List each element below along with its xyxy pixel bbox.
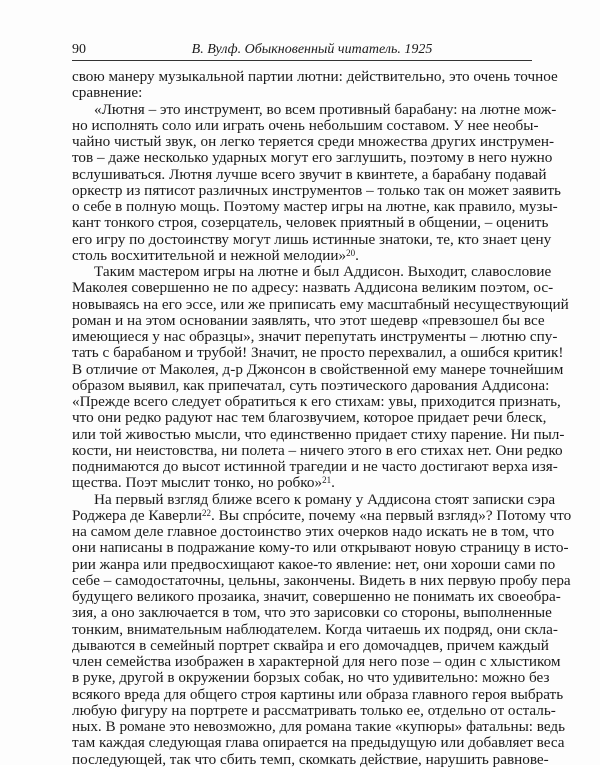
line-text: щества. Поэт мыслит тонко, но робко» [72,474,323,492]
text-line [72,539,569,557]
line-text: Таким мастером игры на лютне и был Аддисон. Выходит, славословие [94,263,552,280]
text-line [72,311,545,329]
line-text: они написаны в подражание кому-то или открывают новую страницу в исто- [72,539,569,557]
text-line [72,393,561,410]
text-line [72,116,539,134]
line-text: «Прежде всего следует обратиться к его стихам: увы, приходится признать, [72,393,561,410]
line-text: в руке, другой в окружении борзых собак, но что удивительно: можно без [72,669,550,687]
line-text: на самом деле главное достоинство этих очерков надо искать не в том, что [72,523,555,540]
line-text: «Лютня – это инструмент, во всем противный барабану: на лютне мож- [94,100,557,118]
line-text: Роджера де Каверли [72,506,202,524]
text-line [72,669,550,687]
text-line [72,181,561,199]
text-line [72,248,532,264]
line-text: рии жанра или предвосхищают какое-то явление: нет, они хороши сами по [72,555,556,573]
text-line [72,263,552,280]
line-text: себе – самодостаточны, цельны, закончены. Видеть в них первую пробу пера [72,571,571,589]
line-text: новываясь на его эссе, или же приписать ему масштабный несуществующий [72,295,569,313]
text-line [72,360,564,378]
line-text: вслушиваться. Лютня лучше всего звучит в квинтете, а барабану подавай [72,165,547,183]
footnote-marker[interactable]: 21 [322,475,332,486]
line-text: кости, ни неистовства, ни полета – ничего этого в его стихах нет. Они редко [72,441,563,459]
line-text: ных. В романе это невозможно, для романа такие «купюры» фатальны: ведь [72,718,566,735]
line-text: зия, а оно заключается в том, что это зарисовки со стороны, выполненные [72,604,552,622]
line-text: всякого вреда для общего строя картины или образа главного героя выбрать [72,685,564,703]
line-text: На первый взгляд ближе всего к роману у Аддисона стоят записки сэра [94,490,556,508]
line-text: образом выявил, как припечатал, суть поэтического дарования Аддисона: [72,376,550,394]
text-line [72,376,550,394]
text-line [72,68,558,85]
text-line [72,279,554,297]
text-line [72,198,558,215]
text-line [72,344,564,362]
text-line [72,458,558,475]
footnote-marker[interactable]: 22 [201,507,211,518]
page-number: 90 [72,42,86,57]
running-head: В. Вулф. Обыкновенный читатель. 1925 [191,42,433,57]
text-line [72,523,555,540]
body-text [72,68,572,768]
text-line [72,604,552,622]
text-line [72,506,572,524]
text-line [72,718,566,735]
text-line [72,588,561,605]
line-text: роман и на этом основании заявлять, что этот шедевр «превзошел бы все [72,311,545,329]
text-line [72,653,561,670]
text-line [72,133,555,150]
line-text: любую фигуру на портрете и рассматривать только ее, отдельно от осталь- [72,701,556,719]
header-rule [72,60,532,61]
line-text: будущего великого прозаика, значит, совершенно не понимать их своеобра- [72,588,561,605]
line-text: кант тонкого строя, созерцатель, человек приятный в общении, – оценить [72,214,549,232]
line-text: тать с барабаном и трубой! Значит, не просто перехвалил, а ошибся критик! [72,344,564,362]
line-text: тов – даже несколько ударных могут его заглушить, поэтому в него нужно [72,149,553,167]
line-text: тонким, внимательным наблюдателем. Когда читаешь их подряд, они скла- [72,620,558,638]
line-text: сравнение: [72,84,143,102]
line-text: Маколея совершенно не по адресу: назвать Аддисона великим поэтом, ос- [72,279,554,297]
line-text: дываются в семейный портрет сквайра и его домочадцев, причем каждый [72,636,549,654]
text-line [72,441,563,459]
line-text-continuation: . Вы спрóсите, почему «на первый взгляд»? Потому что [210,506,572,524]
text-line [72,685,564,703]
text-line [72,149,553,167]
text-line [72,100,557,118]
line-text: оркестр из пятисот различных инструментов – только так он может заявить [72,181,561,199]
line-text: поднимаются до высот истинной трагедии и не часто достигают верха изя- [72,458,558,475]
line-text: свою манеру музыкальной партии лютни: действительно, это очень точное [72,68,558,85]
line-text: или той живостью мысли, что единственно придает стиху парение. Ни пыл- [72,425,565,443]
text-line [72,636,549,654]
line-text: член семейства изображен в характерной для него позе – один с хлыстиком [72,653,561,670]
line-text-continuation: . [355,246,359,264]
text-line [72,328,558,345]
text-line [72,571,571,589]
text-line [72,214,549,232]
text-line [72,475,532,491]
line-text: что они редко радуют нас тем благозвучием, которое придает речи блеск, [72,409,547,427]
footnote-marker[interactable]: 20 [346,247,356,258]
text-line [72,701,556,719]
text-line [72,409,547,427]
text-line [72,750,549,768]
text-line [72,425,565,443]
text-line [72,230,552,248]
page-header [72,41,532,59]
text-line [72,295,569,313]
line-text: чайно чистый звук, он легко теряется среди множества других инструмен- [72,133,555,150]
text-line [72,85,532,101]
line-text: там каждая следующая глава опирается на предыдущую или добавляет веса [72,734,565,752]
text-line [72,490,556,508]
text-line [72,620,558,638]
line-text-continuation: . [331,474,335,492]
line-text: последующей, так что сбить темп, скомкать действие, нарушить равнове- [72,750,549,768]
line-text: В отличие от Маколея, д-р Джонсон в свойственной ему манере точнейшим [72,360,564,378]
line-text: имеющиеся у нас образцы», значит перепутать инструменты – лютню спу- [72,328,558,345]
text-line [72,734,565,752]
line-text: столь восхитительной и нежной мелодии» [72,246,347,264]
line-text: о себе в полную мощь. Поэтому мастер игры на лютне, как правило, музы- [72,198,558,215]
text-line [72,555,556,573]
line-text: но исполнять соло или играть очень небольшим составом. У нее необы- [72,116,539,134]
text-line [72,165,547,183]
line-text: его игру по достоинству могут лишь истинные знатоки, те, кто знает цену [72,230,552,248]
